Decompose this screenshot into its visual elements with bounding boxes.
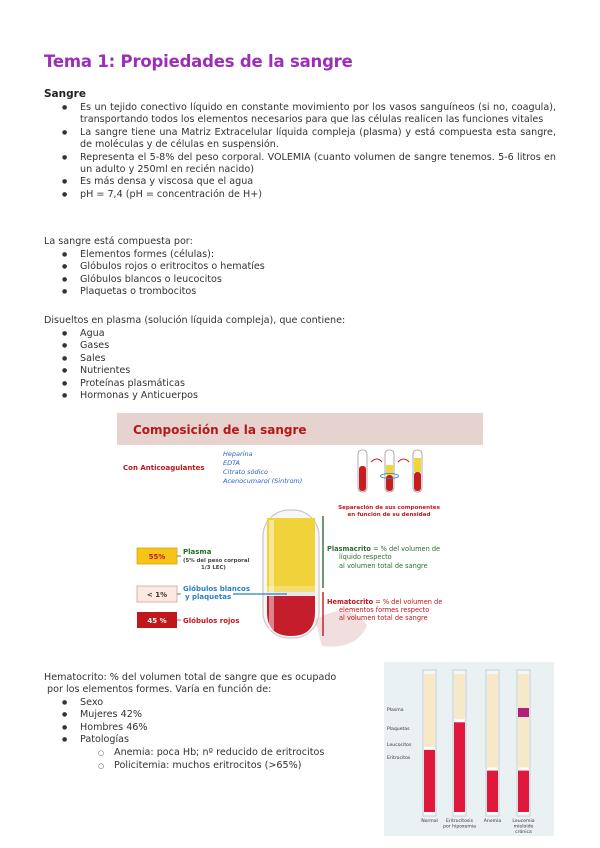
tube-caption: crónica bbox=[515, 830, 532, 835]
tube-buffy-coat bbox=[454, 719, 465, 722]
list-item: ● pH = 7,4 (pH = concentración de H+) bbox=[44, 189, 556, 201]
plasma-bullet-list bbox=[44, 328, 544, 402]
section-heading-sangre: Sangre bbox=[44, 88, 86, 100]
plasma-label-sub: 1/3 LEC) bbox=[201, 565, 226, 571]
list-item: ● La sangre tiene una Matriz Extracelular líquida compleja (plasma) y está compuesta esta sangre, de moléculas y de células en suspensión. bbox=[44, 127, 556, 152]
tube-plasma bbox=[518, 674, 529, 768]
plasma-intro: Disueltos en plasma (solución líquida compleja), que contiene: bbox=[44, 315, 346, 326]
wbc-percentage: < 1% bbox=[146, 591, 168, 599]
plasma-label: Plasma bbox=[183, 548, 212, 556]
list-item: ● Hombres 46% bbox=[44, 722, 344, 734]
tube-caption: Eritrocitosis bbox=[446, 819, 473, 824]
separation-caption: Separación de sus componentes bbox=[338, 505, 440, 511]
hematocrito-intro-line2: por los elementos formes. Varía en función de: bbox=[47, 684, 272, 695]
tube-caption: por hipoxemia bbox=[443, 824, 476, 830]
tube-plasma bbox=[424, 674, 435, 747]
tube-caption: Anemia bbox=[483, 819, 502, 824]
plasmacrito-text: = % del volumen de bbox=[370, 545, 441, 553]
tube-erythrocytes bbox=[454, 722, 465, 812]
list-item: ● Glóbulos blancos o leucocitos bbox=[44, 274, 544, 286]
composicion-intro: La sangre está compuesta por: bbox=[44, 236, 193, 247]
list-item: ● Gases bbox=[44, 340, 544, 352]
list-item: ● Agua bbox=[44, 328, 544, 340]
tube-leukocyte-layer bbox=[518, 708, 529, 717]
figure-title: Composición de la sangre bbox=[133, 423, 307, 437]
tube-caption: Leucemia bbox=[512, 819, 535, 824]
list-item: ● Nutrientes bbox=[44, 365, 544, 377]
tube-axis-label: Eritrocitos bbox=[387, 756, 411, 761]
rbc-label: Glóbulos rojos bbox=[183, 617, 240, 625]
tube-buffy-coat bbox=[487, 768, 498, 771]
hematocrito-intro-line1: Hematocrito: % del volumen total de sangre que es ocupado bbox=[44, 672, 337, 683]
list-item: ● Plaquetas o trombocitos bbox=[44, 286, 544, 298]
plasmacrito-term: Plasmacrito bbox=[327, 545, 371, 553]
rbc-percentage: 45 % bbox=[147, 617, 167, 625]
tube-plasma bbox=[454, 674, 465, 719]
list-item: ● Patologías bbox=[44, 734, 344, 746]
hematocrito-definition bbox=[327, 598, 442, 606]
list-item: ○ Anemia: poca Hb; nº reducido de eritrocitos bbox=[98, 747, 378, 760]
tube-axis-label: Plaquetas bbox=[387, 727, 410, 732]
hematocrit-tubes-figure bbox=[384, 662, 554, 836]
list-item: ● Mujeres 42% bbox=[44, 709, 344, 721]
list-item: ● Representa el 5-8% del peso corporal. VOLEMIA (cuanto volumen de sangre tenemos. 5-6 litros en un adulto y 250ml en recién nacido) bbox=[44, 152, 556, 177]
list-item: ● Sexo bbox=[44, 697, 344, 709]
hematocrito-term: Hematocrito bbox=[327, 598, 374, 606]
patologias-sub-list bbox=[98, 747, 378, 773]
anticoagulant-item: Citrato sódico bbox=[223, 468, 268, 476]
list-item: ● Proteínas plasmáticas bbox=[44, 378, 544, 390]
anticoagulant-item: Heparina bbox=[223, 450, 253, 458]
list-item: ● Hormonas y Anticuerpos bbox=[44, 390, 544, 402]
list-item: ● Es un tejido conectivo líquido en constante movimiento por los vasos sanguíneos (si no, coagula), transportando todos los elementos necesarios para que las células realicen las funciones vitales bbox=[44, 102, 556, 127]
small-tube bbox=[413, 450, 422, 492]
list-item: ● Sales bbox=[44, 353, 544, 365]
list-item: ○ Policitemia: muchos eritrocitos (>65%) bbox=[98, 760, 378, 773]
list-item: ● Glóbulos rojos o eritrocitos o hematíes bbox=[44, 261, 544, 273]
hematocrit-tube bbox=[453, 670, 466, 816]
page-title: Tema 1: Propiedades de la sangre bbox=[44, 52, 353, 71]
plasma-label-sub: (5% del peso corporal bbox=[183, 558, 250, 564]
anticoagulant-label: Con Anticoagulantes bbox=[123, 464, 205, 472]
tube-caption: mieloide bbox=[513, 824, 534, 830]
separation-caption: en función de su densidad bbox=[347, 512, 431, 518]
tube-plasma bbox=[487, 674, 498, 768]
tube-buffy-coat bbox=[424, 747, 435, 750]
small-tube bbox=[358, 450, 367, 492]
anticoagulant-item: EDTA bbox=[223, 459, 240, 467]
plasmacrito-text: líquido respecto bbox=[339, 553, 392, 561]
hematocrito-text: al volumen total de sangre bbox=[339, 614, 428, 622]
hematocrit-tube bbox=[486, 670, 499, 816]
list-item: ● Elementos formes (células): bbox=[44, 249, 544, 261]
hematocrito-text: = % del volumen de bbox=[373, 598, 443, 606]
wbc-label: y plaquetas bbox=[185, 593, 232, 601]
hematocrit-tube bbox=[423, 670, 436, 816]
tube-erythrocytes bbox=[518, 771, 529, 812]
anticoagulant-item: Acenocumarol (Sintrom) bbox=[223, 477, 303, 485]
tube-buffy-coat bbox=[518, 768, 529, 771]
blood-composition-figure bbox=[117, 410, 483, 660]
tube-erythrocytes bbox=[424, 750, 435, 812]
hematocrito-text: elementos formes respecto bbox=[339, 606, 430, 614]
tube-caption: Normal bbox=[421, 819, 438, 824]
hematocrit-tube bbox=[517, 670, 530, 816]
hematocrito-bullet-list bbox=[44, 697, 344, 747]
list-item: ● Es más densa y viscosa que el agua bbox=[44, 176, 556, 188]
composicion-bullet-list bbox=[44, 249, 544, 299]
tube-axis-label: Leucocitos bbox=[387, 743, 412, 748]
tube-axis-label: Plasma bbox=[387, 708, 404, 713]
plasma-percentage: 55% bbox=[148, 553, 166, 561]
sangre-bullet-list bbox=[44, 102, 556, 201]
plasmacrito-definition bbox=[327, 545, 440, 553]
plasmacrito-text: al volumen total de sangre bbox=[339, 562, 428, 570]
tube-erythrocytes bbox=[487, 771, 498, 812]
wbc-label: Glóbulos blancos bbox=[183, 585, 251, 593]
